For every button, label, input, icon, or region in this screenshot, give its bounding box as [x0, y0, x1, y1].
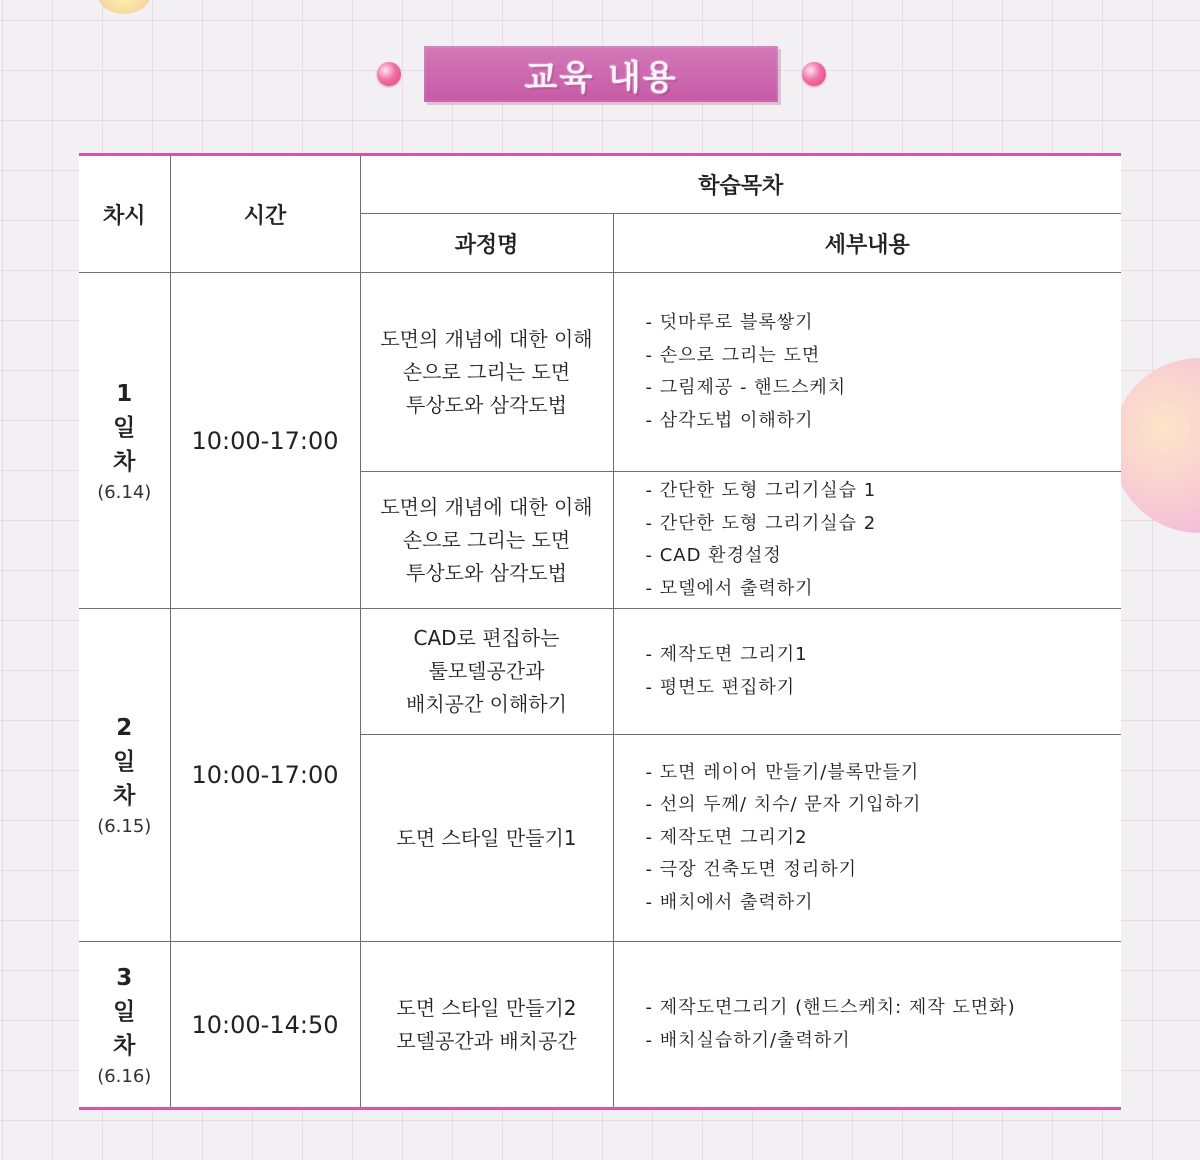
detail-line: - 배치실습하기/출력하기 — [645, 1029, 851, 1051]
detail-line: - 배치에서 출력하기 — [645, 891, 814, 913]
pink-bead-left-icon — [377, 62, 401, 86]
course-line: 툴모델공간과 — [428, 659, 545, 683]
header-time: 시간 — [170, 155, 360, 273]
detail-line: - 삼각도법 이해하기 — [645, 409, 814, 431]
detail-line: - 덧마루로 블록쌓기 — [645, 312, 814, 333]
day-date: (6.14) — [97, 481, 152, 503]
detail-line: - 극장 건축도면 정리하기 — [645, 859, 858, 881]
detail-line: - 그림제공 - 핸드스케치 — [645, 377, 847, 398]
time-cell: 10:00-17:00 — [170, 609, 360, 942]
pink-bead-right-icon — [802, 62, 826, 86]
detail-line: - 손으로 그리는 도면 — [645, 344, 821, 366]
course-cell — [360, 609, 613, 735]
header-details: 세부내용 — [613, 214, 1121, 273]
time-cell: 10:00-14:50 — [170, 942, 360, 1109]
detail-line: - 선의 두께/ 치수/ 문자 기입하기 — [645, 794, 922, 816]
day-number: 3 — [116, 964, 133, 991]
page-title: 교육 내용 — [524, 57, 678, 98]
course-line: 도면의 개념에 대한 이해 — [380, 494, 593, 519]
day-cell — [79, 609, 170, 942]
detail-line: - 모델에서 출력하기 — [645, 577, 814, 599]
course-line: 도면 스타일 만들기2 — [396, 995, 577, 1020]
day-date: (6.16) — [97, 1065, 152, 1087]
day-cell — [79, 273, 170, 609]
detail-cell — [613, 609, 1121, 735]
schedule-table — [79, 153, 1121, 1110]
course-cell — [360, 942, 613, 1109]
detail-line: - 간단한 도형 그리기실습 2 — [645, 512, 877, 534]
table-row — [79, 273, 1121, 472]
course-line: 손으로 그리는 도면 — [402, 359, 571, 384]
decorative-circle-right — [1112, 358, 1200, 533]
course-line: 투상도와 삼각도법 — [406, 392, 567, 417]
course-line: 손으로 그리는 도면 — [402, 527, 571, 552]
day-il: 일 — [113, 749, 136, 775]
header-session: 차시 — [79, 155, 170, 273]
course-line: 도면 스타일 만들기1 — [396, 825, 577, 850]
table-row — [79, 609, 1121, 735]
course-line: 모델공간과 배치공간 — [396, 1028, 577, 1053]
day-il: 일 — [113, 998, 136, 1025]
course-line: 투상도와 삼각도법 — [406, 560, 567, 585]
decorative-circle-top — [98, 0, 150, 14]
detail-line: - 평면도 편집하기 — [645, 676, 796, 698]
detail-cell — [613, 472, 1121, 609]
course-cell — [360, 273, 613, 472]
day-date: (6.15) — [97, 816, 152, 837]
detail-line: - 제작도면 그리기2 — [645, 826, 808, 848]
detail-cell — [613, 942, 1121, 1109]
course-line: 도면의 개념에 대한 이해 — [380, 326, 593, 351]
detail-line: - 도면 레이어 만들기/블록만들기 — [645, 761, 920, 783]
day-cha: 차 — [113, 1032, 136, 1059]
header-curriculum: 학습목차 — [360, 155, 1121, 214]
table-row — [79, 942, 1121, 1109]
detail-line: - CAD 환경설정 — [645, 545, 782, 566]
header-course-name: 과정명 — [360, 214, 613, 273]
detail-line: - 제작도면그리기 (핸드스케치: 제작 도면화) — [645, 997, 1016, 1018]
title-banner — [424, 46, 778, 102]
course-cell — [360, 735, 613, 942]
detail-line: - 간단한 도형 그리기실습 1 — [645, 480, 877, 501]
detail-cell — [613, 735, 1121, 942]
course-cell — [360, 472, 613, 609]
day-number: 1 — [116, 380, 133, 407]
detail-line: - 제작도면 그리기1 — [645, 644, 808, 665]
day-cha: 차 — [113, 783, 136, 809]
day-cell — [79, 942, 170, 1109]
course-line: 배치공간 이해하기 — [406, 692, 567, 716]
day-il: 일 — [113, 414, 136, 441]
detail-cell — [613, 273, 1121, 472]
time-cell: 10:00-17:00 — [170, 273, 360, 609]
course-line: CAD로 편집하는 — [413, 626, 560, 650]
day-cha: 차 — [113, 448, 136, 475]
day-number: 2 — [116, 715, 133, 741]
